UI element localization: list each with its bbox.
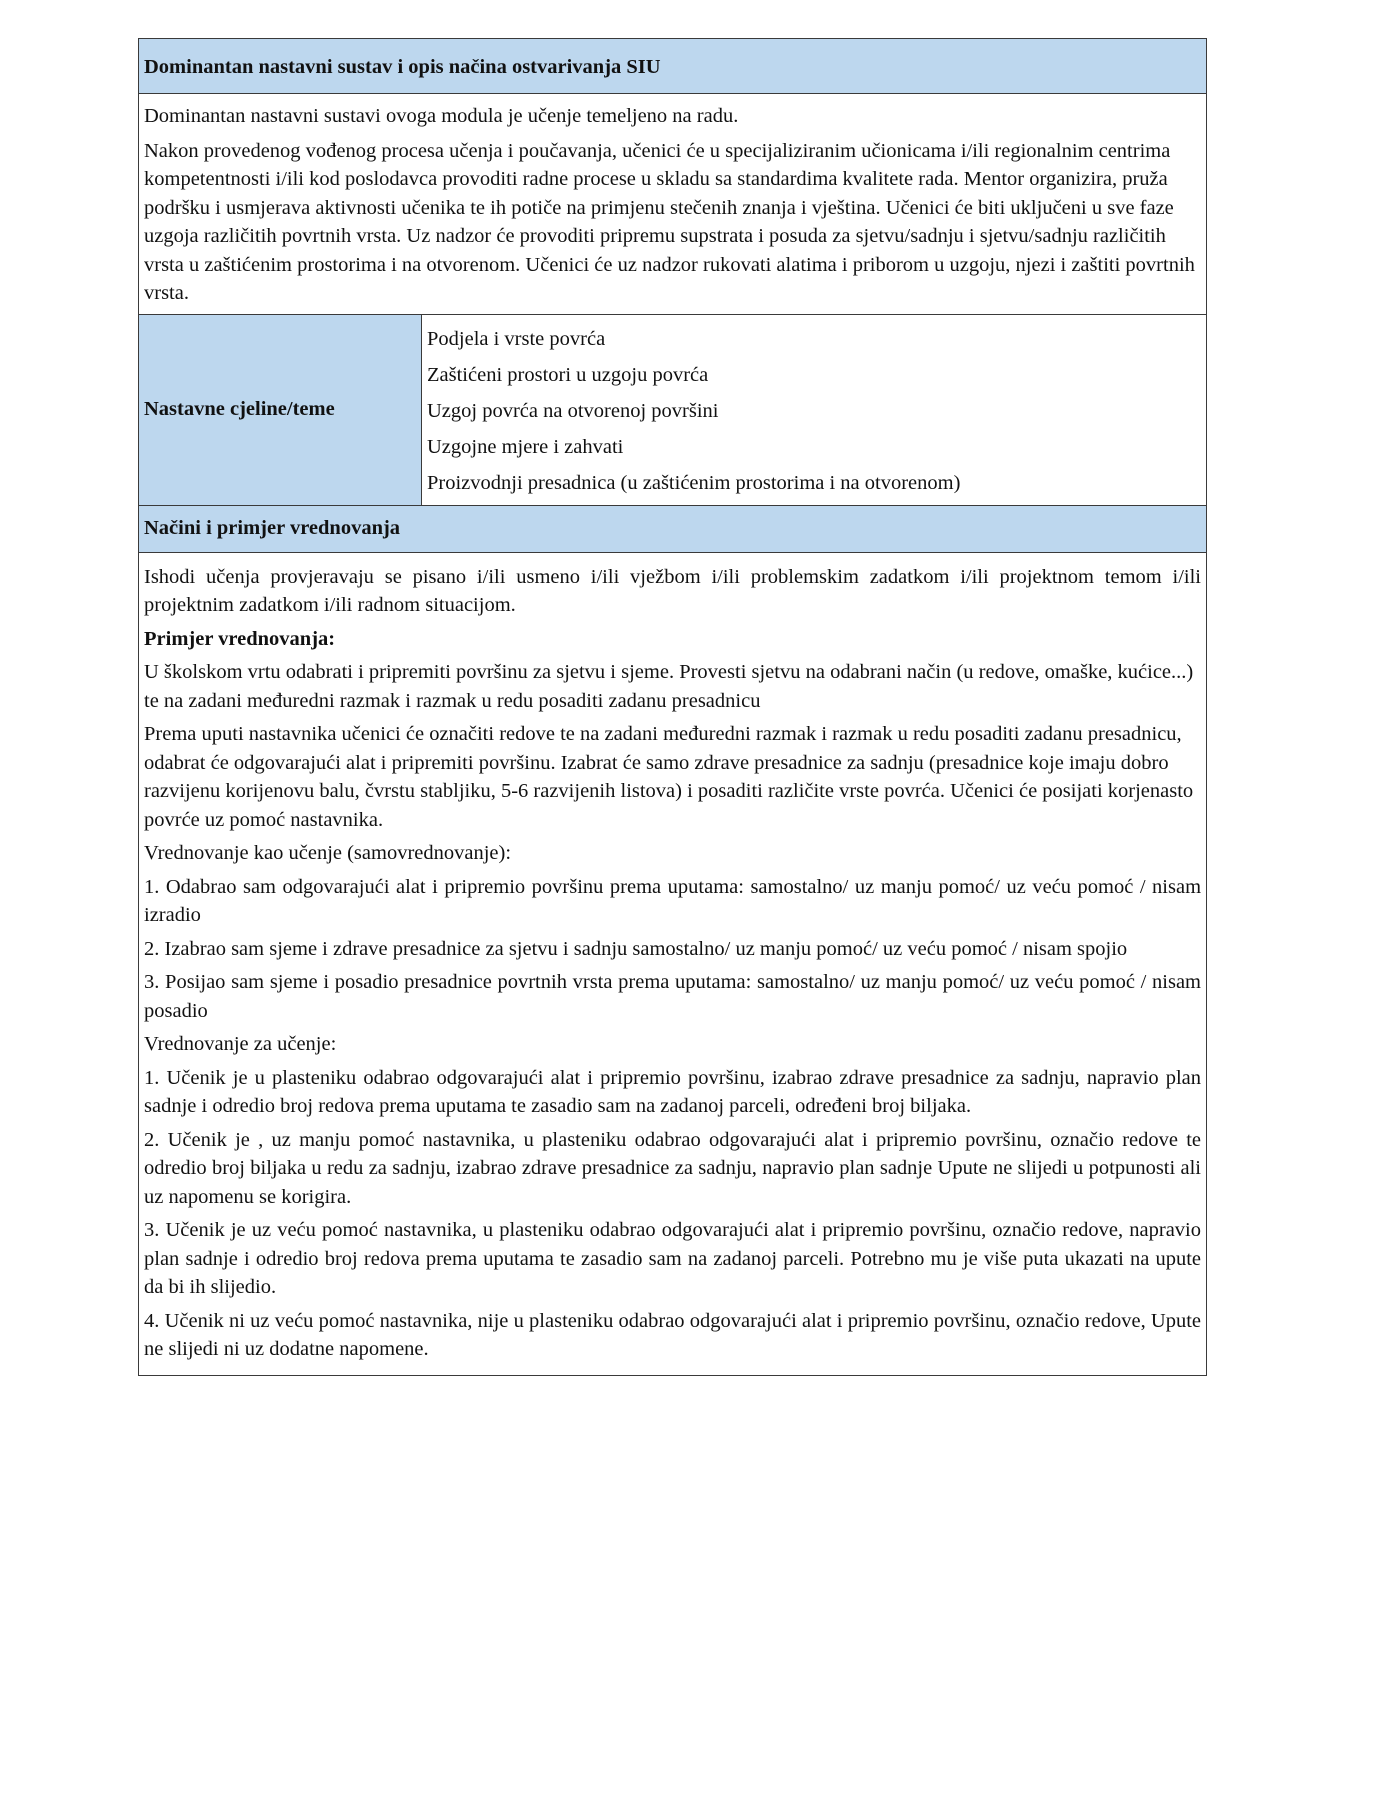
for-learning-heading: Vrednovanje za učenje: — [144, 1033, 337, 1055]
self-eval-item: 3. Posijao sam sjeme i posadio presadnice povrtnih vrsta prema uputama: samostalno/ uz manju pomoć/ uz veću pomoć / nisam posadio — [144, 971, 1202, 1022]
evaluation-header-text: Načini i primjer vrednovanja — [144, 517, 401, 540]
topic-item: Uzgojne mjere i zahvati — [427, 435, 624, 458]
curriculum-table — [138, 38, 1207, 1376]
for-learning-item: 4. Učenik ni uz veću pomoć nastavnika, nije u plasteniku odabrao odgovarajući alat i pripremio površinu, označio redove, Upute ne slijedi ni uz dodatne napomene. — [144, 1309, 1202, 1360]
example-heading: Primjer vrednovanja: — [144, 627, 336, 650]
dominant-system-body-row — [139, 94, 1207, 315]
evaluation-intro: Ishodi učenja provjeravaju se pisano i/ili usmeno i/ili vježbom i/ili problemskim zadatkom i/ili projektnom temom i/ili projektnim zadatkom i/ili radnom situacijom. — [144, 565, 1202, 616]
topics-row — [139, 314, 1207, 505]
topics-list — [422, 314, 1207, 505]
topic-item: Proizvodnji presadnica (u zaštićenim prostorima i na otvorenom) — [427, 471, 961, 494]
for-learning-item: 3. Učenik je uz veću pomoć nastavnika, u plasteniku odabrao odgovarajući alat i pripremio površinu, označio redove, napravio plan sadnje i odredio broj redova prema uputama te zasadio sam na zadanoj parceli. Potrebno mu je više puta ukazati na upute da bi ih slijedio. — [144, 1219, 1202, 1298]
dominant-system-paragraph: Dominantan nastavni sustavi ovoga modula je učenje temeljeno na radu. — [144, 105, 739, 127]
topic-item: Zaštićeni prostori u uzgoju povrća — [427, 363, 709, 386]
dominant-system-body — [139, 94, 1207, 315]
topic-item: Uzgoj povrća na otvorenoj površini — [427, 399, 719, 422]
dominant-system-paragraph: Nakon provedenog vođenog procesa učenja i poučavanja, učenici će u specijaliziranim učionicama i/ili regionalnim centrima kompetentnosti i/ili kod poslodavca provoditi radne procese u skladu sa standardima kvalitete rada. Mentor organizira, pruža podršku i usmjerava aktivnosti učenika te ih potiče na primjenu stečenih znanja i vještina. Učenici će biti uključeni u sve faze uzgoja različitih povrtnih vrsta. Uz nadzor će provoditi pripremu supstrata i posuda za sjetvu/sadnju i sjetvu/sadnju različitih vrsta u zaštićenim prostorima i na otvorenom. Učenici će uz nadzor rukovati alatima i priborom u uzgoju, njezi i zaštiti povrtnih vrsta. — [144, 139, 1195, 304]
evaluation-body-row — [139, 552, 1207, 1375]
self-eval-heading: Vrednovanje kao učenje (samovrednovanje): — [144, 842, 512, 864]
topics-label-cell — [139, 314, 422, 505]
evaluation-header — [139, 505, 1207, 552]
evaluation-body — [139, 552, 1207, 1375]
self-eval-item: 1. Odabrao sam odgovarajući alat i pripremio površinu prema uputama: samostalno/ uz manju pomoć/ uz veću pomoć / nisam izradio — [144, 875, 1202, 926]
self-eval-item: 2. Izabrao sam sjeme i zdrave presadnice za sjetvu i sadnju samostalno/ uz manju pomoć/ uz veću pomoć / nisam spojio — [144, 937, 1128, 960]
dominant-system-header-text: Dominantan nastavni sustav i opis načina ostvarivanja SIU — [144, 55, 661, 78]
for-learning-item: 2. Učenik je , uz manju pomoć nastavnika, u plasteniku odabrao odgovarajući alat i pripremio površinu, označio redove te odredio broj biljaka u redu za sadnju, izabrao zdrave presadnice za sadnju, napravio plan sadnje Upute ne slijedi u potpunosti ali uz napomenu se korigira. — [144, 1128, 1202, 1208]
topics-label: Nastavne cjeline/teme — [144, 398, 335, 421]
evaluation-header-row — [139, 505, 1207, 552]
dominant-system-header-row — [139, 39, 1207, 94]
example-description: Prema uputi nastavnika učenici će označiti redove te na zadani međuredni razmak i razmak u redu posaditi zadanu presadnicu, odabrat će odgovarajući alat i pripremiti površinu. Izabrat će samo zdrave presadnice za sadnju (presadnice koje imaju dobro razvijenu korijenovu balu, čvrstu stabljiku, 5-6 razvijenih listova) i posaditi različite vrste povrća. Učenici će posijati korjenasto povrće uz pomoć nastavnika. — [144, 723, 1194, 831]
example-task: U školskom vrtu odabrati i pripremiti površinu za sjetvu i sjeme. Provesti sjetvu na odabrani način (u redove, omaške, kućice...) te na zadani međuredni razmak i razmak u redu posaditi zadanu presadnicu — [144, 661, 1194, 712]
dominant-system-header — [139, 39, 1207, 94]
for-learning-item: 1. Učenik je u plasteniku odabrao odgovarajući alat i pripremio površinu, izabrao zdrave presadnice za sadnju, napravio plan sadnje i odredio broj redova prema uputama te zasadio sam na zadanoj parceli, određeni broj biljaka. — [144, 1066, 1202, 1117]
topic-item: Podjela i vrste povrća — [427, 327, 606, 350]
